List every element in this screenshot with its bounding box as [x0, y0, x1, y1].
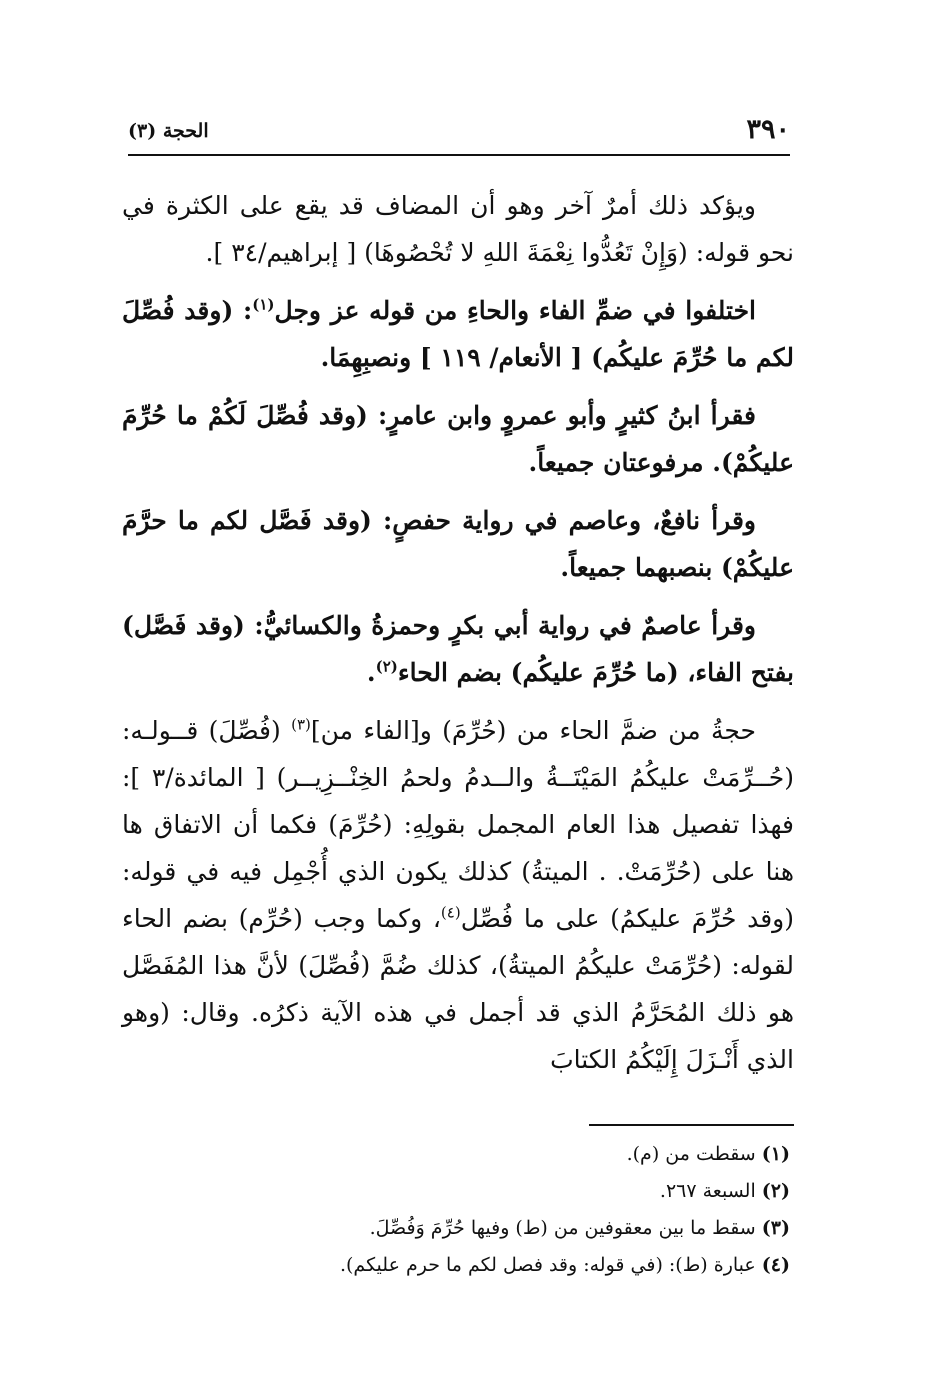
- footnote-number: (٢): [761, 1180, 790, 1202]
- paragraph-text: فقرأ ابنُ كثيرٍ وأبو عمروٍ وابن عامرٍ: (وقد فُصِّلَ لَكُمْ ما حُرِّمَ عليكُمْ). مرفوعتان جميعاً.: [122, 401, 794, 477]
- paragraph-text: : (وقد فُصِّلَ لكم ما حُرِّمَ عليكُم) [ الأنعام/ ١١٩ ] ونصبِهِمَا.: [122, 296, 794, 372]
- paragraph-4: [122, 497, 794, 591]
- paragraph-6: [122, 707, 794, 1083]
- footnote-4: [122, 1247, 790, 1284]
- running-title: الحجة (٣): [128, 120, 209, 142]
- main-text: [122, 182, 794, 1094]
- paragraph-text: اختلفوا في ضمِّ الفاء والحاءِ من قوله عز وجل: [274, 296, 756, 325]
- paragraph-text: ويؤكد ذلك أمرٌ آخر وهو أن المضاف قد يقع على الكثرة في نحو قوله: (وَإِنْ تَعُدُّوا نِعْمَةَ اللهِ لا تُحْصُوهَا) [ إبراهيم/٣٤ ].: [122, 191, 794, 267]
- footnote-reference: (١): [252, 295, 275, 314]
- footnote-text: عبارة (ط): (في قوله: وقد فصل لكم ما حرم عليكم).: [339, 1254, 756, 1276]
- paragraph-text: (فُصِّلَ) قــولـه: (حُــرِّمَتْ عليكُمُ المَيْتَــةُ والــدمُ ولحمُ الخِنْــزِيــر) [ المائدة/٣ ]: فهذا تفصيل هذا العام المجمل بقولِهِ: (حُرِّمَ) فكما أن الاتفاق ها هنا على (حُرِّمَتْ. . الميتةُ) كذلك يكون الذي أُجْمِل فيه في قوله: (وقد حُرِّمَ عليكمُ) على ما فُصِّل: [122, 716, 795, 933]
- page-number: ٣٩٠: [746, 114, 790, 145]
- paragraph-text: .: [366, 658, 376, 687]
- paragraph-3: [122, 392, 794, 486]
- footnote-reference: (٣): [291, 715, 311, 734]
- paragraph-2: [122, 287, 794, 381]
- footnote-divider: [589, 1124, 794, 1126]
- paragraph-text: ، وكما وجب (حُرِّم) بضم الحاء لقوله: (حُرِّمَتْ عليكُمُ الميتةُ)، كذلك ضُمَّ (فُصِّلَ) لأنَّ هذا المُفَصَّل هو ذلك المُحَرَّمُ الذي قد أجمل في هذه الآية ذكرُه. وقال: (وهو الذي أَنْـزَلَ إِلَيْكُمُ الكتابَ: [122, 904, 794, 1074]
- paragraph-text: وقرأ عاصمٌ في رواية أبي بكرٍ وحمزةُ والكسائيُّ: (وقد فَصَّل) بفتح الفاء، (ما حُرِّمَ عليكُم) بضم الحاء: [122, 611, 794, 687]
- paragraph-5: [122, 602, 794, 696]
- footnote-3: [122, 1210, 790, 1247]
- page-header: [128, 112, 790, 156]
- footnote-text: سقطت من (م).: [626, 1143, 756, 1165]
- footnote-number: (١): [761, 1143, 790, 1165]
- paragraph-text: حجةُ من ضمَّ الحاء من (حُرِّمَ) و[الفاء من]: [310, 716, 756, 745]
- paragraph-text: وقرأ نافعٌ، وعاصم في رواية حفصٍ: (وقد فَصَّل لكم ما حرَّمَ عليكُمْ) بنصبهما جميعاً.: [122, 506, 794, 582]
- footnote-number: (٤): [761, 1254, 790, 1276]
- footnote-text: السبعة ٢٦٧.: [659, 1180, 756, 1202]
- footnote-2: [122, 1173, 790, 1210]
- footnote-reference: (٢): [375, 657, 398, 676]
- footnote-text: سقط ما بين معقوفين من (ط) وفيها حُرِّمَ وَفُصِّلَ.: [369, 1217, 756, 1239]
- footnote-reference: (٤): [440, 903, 461, 922]
- paragraph-1: [122, 182, 794, 276]
- footnote-number: (٣): [761, 1217, 790, 1239]
- footnote-1: [122, 1136, 790, 1173]
- footnotes: [122, 1136, 790, 1284]
